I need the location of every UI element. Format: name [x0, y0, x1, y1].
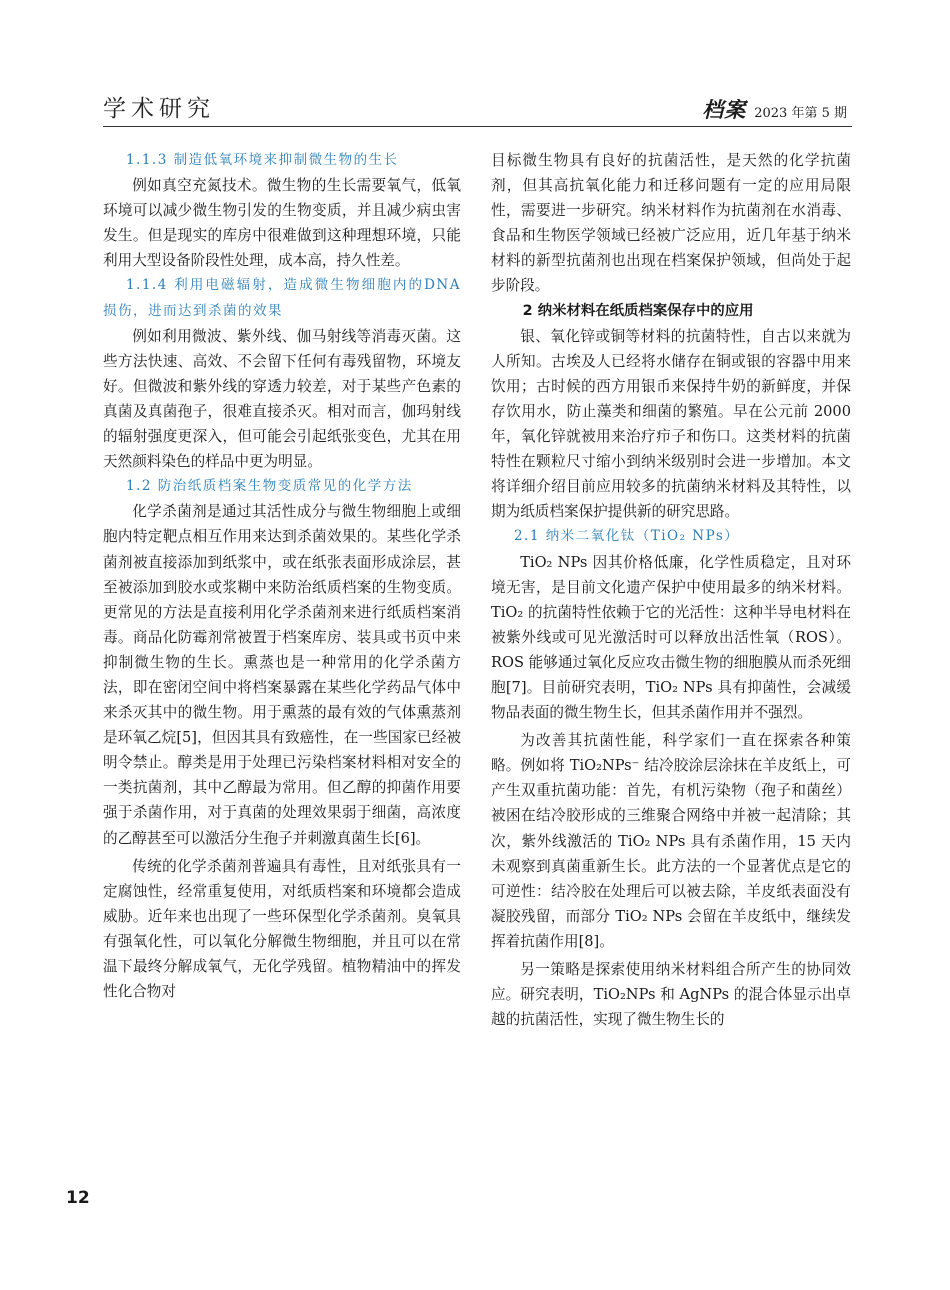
issue-number: 2023 年第 5 期 [754, 106, 847, 121]
paragraph: 例如利用微波、紫外线、伽马射线等消毒灭菌。这些方法快速、高效、不会留下任何有毒残留物，环境友好。但微波和紫外线的穿透力较差，对于某些产色素的真菌及真菌孢子，很难直接杀灭。相对而言，伽玛射线的辐射强度更深入，但可能会引起纸张变色，尤其在用天然颜料染色的样品中更为明显。 [103, 327, 461, 471]
heading-2-1: 2.1 纳米二氧化钛（TiO₂ NPs） [513, 528, 740, 545]
left-column [103, 148, 461, 1004]
heading-1-1-3: 1.1.3 制造低氧环境来抑制微生物的生长 [125, 152, 399, 168]
paragraph: 化学杀菌剂是通过其活性成分与微生物细胞上或细胞内特定靶点相互作用来达到杀菌效果的。某些化学杀菌剂被直接添加到纸浆中，或在纸张表面形成涂层，甚至被添加到胶水或浆糊中来防治纸质档案的生物变质。更常见的方法是直接利用化学杀菌剂来进行纸质档案消毒。商品化防霉剂常被置于档案库房、装具或书页中来抑制微生物的生长。熏蒸也是一种常用的化学杀菌方法，即在密闭空间中将档案暴露在某些化学药品气体中来杀灭其中的微生物。用于熏蒸的最有效的气体熏蒸剂是环氧乙烷[5]，但因其具有致癌性，在一些国家已经被明令禁止。醇类是用于处理已污染档案材料相对安全的一类抗菌剂，其中乙醇最为常用。但乙醇的抑菌作用要强于杀菌作用，对于真菌的处理效果弱于细菌，高浓度的乙醇甚至可以激活分生孢子并刺激真菌生长[6]。 [103, 503, 461, 847]
heading-2: 2 纳米材料在纸质档案保存中的应用 [522, 302, 754, 319]
paragraph: 目标微生物具有良好的抗菌活性，是天然的化学抗菌剂，但其高抗氧化能力和迁移问题有一定的应用局限性，需要进一步研究。纳米材料作为抗菌剂在水消毒、食品和生物医学领域已经被广泛应用，近几年基于纳米材料的新型抗菌剂也出现在档案保护领域，但尚处于起步阶段。 [491, 152, 851, 295]
section-title: 学术研究 [103, 96, 215, 122]
paragraph: 另一策略是探索使用纳米材料组合所产生的协同效应。研究表明，TiO₂NPs 和 AgNPs 的混合体显示出卓越的抗菌活性，实现了微生物生长的 [491, 961, 851, 1029]
journal-name: 档案 [702, 97, 747, 122]
page-number: 12 [66, 1188, 90, 1208]
paragraph: 为改善其抗菌性能，科学家们一直在探索各种策略。例如将 TiO₂NPs⁻ 结冷胶涂层涂抹在羊皮纸上，可产生双重抗菌功能：首先，有机污染物（孢子和菌丝）被困在结冷胶形成的三维聚合网络中并被一起清除；其次，紫外线激活的 TiO₂ NPs 具有杀菌作用，15 天内未观察到真菌重新生长。此方法的一个显著优点是它的可逆性：结冷胶在处理后可以被去除，羊皮纸表面没有凝胶残留，而部分 TiO₂ NPs 会留在羊皮纸中，继续发挥着抗菌作用[8]。 [491, 732, 851, 950]
paragraph: 传统的化学杀菌剂普遍具有毒性，且对纸张具有一定腐蚀性，经常重复使用，对纸质档案和环境都会造成威胁。近年来也出现了一些环保型化学杀菌剂。臭氧具有强氧化性，可以氧化分解微生物细胞，并且可以在常温下最终分解成氧气，无化学残留。植物精油中的挥发性化合物对 [103, 857, 461, 1001]
paragraph: 银、氧化锌或铜等材料的抗菌特性，自古以来就为人所知。古埃及人已经将水储存在铜或银的容器中用来饮用；古时候的西方用银币来保持牛奶的新鲜度，并保存饮用水，防止藻类和细菌的繁殖。早在公元前 2000 年，氧化锌就被用来治疗疖子和伤口。这类材料的抗菌特性在颗粒尺寸缩小到纳米级别时会进一步增加。本文将详细介绍目前应用较多的抗菌纳米材料及其特性，以期为纸质档案保护提供新的研究思路。 [491, 327, 851, 521]
paragraph: 例如真空充氮技术。微生物的生长需要氧气，低氧环境可以减少微生物引发的生物变质，并且减少病虫害发生。但是现实的库房中很难做到这种理想环境，只能利用大型设备阶段性处理，成本高，持久性差。 [103, 177, 461, 270]
heading-1-1-4: 1.1.4 利用电磁辐射，造成微生物细胞内的DNA 损伤，进而达到杀菌的效果 [103, 277, 461, 319]
heading-1-2: 1.2 防治纸质档案生物变质常见的化学方法 [125, 478, 413, 495]
paragraph: TiO₂ NPs 因其价格低廉，化学性质稳定，且对环境无害，是目前文化遗产保护中使用最多的纳米材料。TiO₂ 的抗菌特性依赖于它的光活性：这种半导电材料在被紫外线或可见光激活时可以释放出活性氧（ROS）。ROS 能够通过氧化反应攻击微生物的细胞膜从而杀死细胞[7]。目前研究表明，TiO₂ NPs 具有抑菌性，会减缓物品表面的微生物生长，但其杀菌作用并不强烈。 [491, 553, 851, 722]
journal-header [702, 94, 847, 124]
right-column [491, 148, 851, 1032]
header-divider [103, 126, 852, 127]
